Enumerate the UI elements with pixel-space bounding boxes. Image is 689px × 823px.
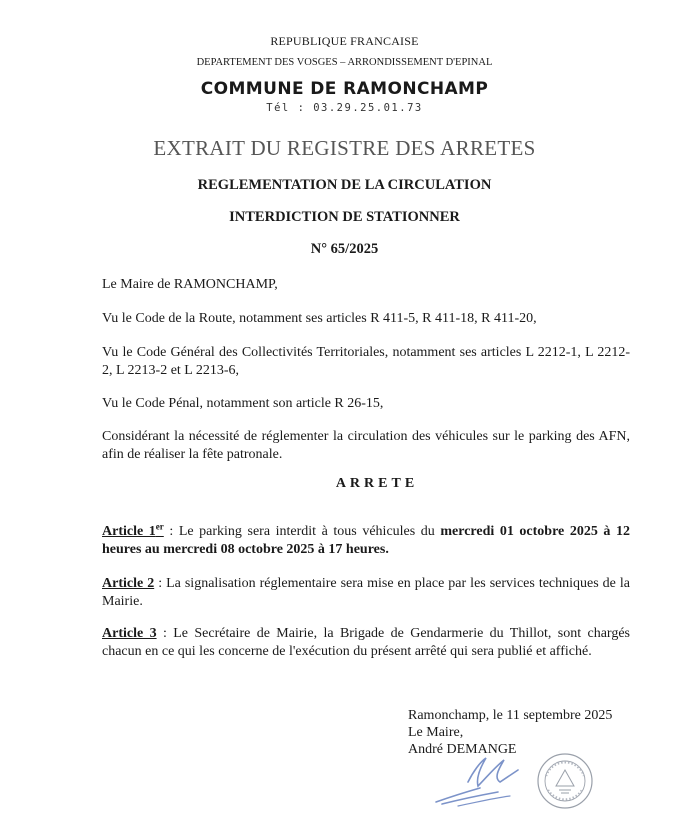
- article-3: [102, 625, 630, 661]
- article-2: [102, 575, 630, 611]
- article-1-label: Article 1er: [102, 521, 164, 539]
- signatory-role: Le Maire,: [408, 725, 464, 740]
- signature-block: [408, 707, 612, 758]
- article-3-text: : Le Secrétaire de Mairie, la Brigade de Gendarmerie du Thillot, sont chargés chacun en ce qui les concerne de l'exécution du présent arrêté qui sera publié et affiché.: [102, 626, 630, 659]
- article-1: [102, 523, 630, 559]
- maire-line: Le Maire de RAMONCHAMP,: [102, 277, 278, 292]
- commune-header: COMMUNE DE RAMONCHAMP: [200, 79, 489, 99]
- interdiction-title: INTERDICTION DE STATIONNER: [229, 209, 460, 225]
- handwritten-signature-icon: [428, 752, 538, 812]
- telephone-line: Tél : 03.29.25.01.73: [266, 102, 423, 114]
- extrait-title: EXTRAIT DU REGISTRE DES ARRETES: [153, 136, 536, 160]
- code-penal-line: Vu le Code Pénal, notamment son article R 26-15,: [102, 396, 384, 411]
- article-1-text: : Le parking sera interdit à tous véhicules du: [163, 524, 441, 539]
- signatory-name: André DEMANGE: [408, 742, 517, 757]
- article-2-label: Article 2: [102, 576, 155, 591]
- republique-header: REPUBLIQUE FRANCAISE: [270, 34, 419, 48]
- article-2-text: : La signalisation réglementaire sera mise en place par les services techniques de la Mairie.: [102, 576, 630, 609]
- departement-header: DEPARTEMENT DES VOSGES – ARRONDISSEMENT D'EPINAL: [196, 57, 493, 68]
- article-1-dates: mercredi 01 octobre 2025 à 12 heures au mercredi 08 octobre 2025 à 17 heures.: [102, 524, 630, 557]
- official-seal-icon: [536, 752, 594, 810]
- reglementation-title: REGLEMENTATION DE LA CIRCULATION: [197, 177, 492, 193]
- arrete-heading: ARRETE: [335, 476, 419, 491]
- place-date: Ramonchamp, le 11 septembre 2025: [408, 708, 613, 723]
- code-route-line: Vu le Code de la Route, notamment ses articles R 411-5, R 411-18, R 411-20,: [102, 311, 537, 326]
- arrete-number: N° 65/2025: [310, 241, 379, 257]
- considerant-paragraph: Considérant la nécessité de réglementer la circulation des véhicules sur le parking des AFN, afin de réaliser la fête patronale.: [102, 429, 630, 462]
- article-3-label: Article 3: [102, 626, 157, 641]
- code-cgct-line: Vu le Code Général des Collectivités Territoriales, notamment ses articles L 2212-1, L 2212-2, L 2213-2 et L 2213-6,: [102, 345, 630, 378]
